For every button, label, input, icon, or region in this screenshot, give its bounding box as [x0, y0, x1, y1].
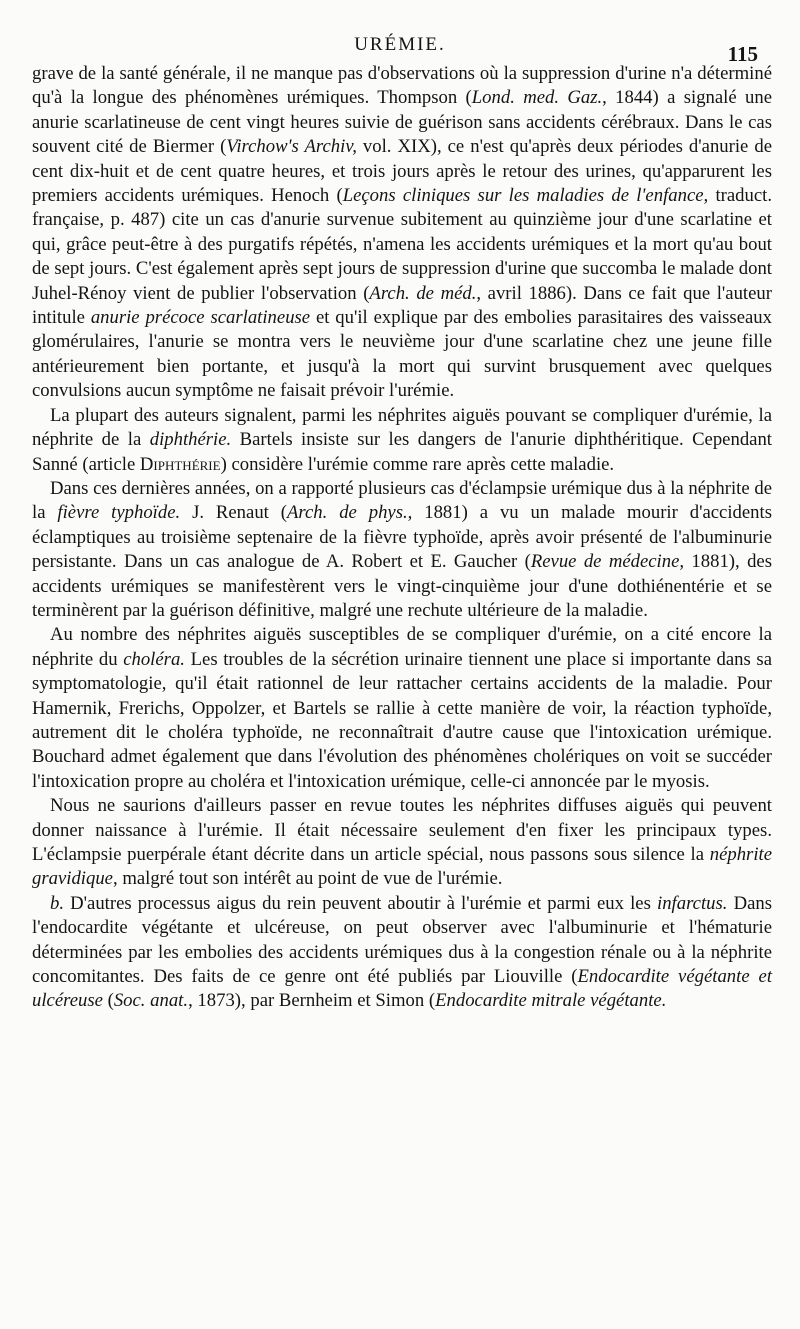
italic-text: Endocardite végétante et ulcéreuse	[32, 966, 773, 1012]
italic-text: Lond. med. Gaz.	[471, 87, 603, 109]
paragraph-p4	[32, 623, 772, 794]
text-run: , malgré tout son intérêt au point de vue de l'urémie.	[112, 868, 503, 890]
italic-text: Soc. anat.	[113, 990, 189, 1012]
italic-text: infarctus.	[657, 892, 728, 914]
italic-text: anurie précoce scarlatineuse	[90, 307, 311, 329]
paragraph-p3	[32, 477, 772, 623]
text-run: , 1881) a vu un malade mourir d'accidents éclamptiques au troisième septenaire de la fièvre typhoïde, après avoir présenté de l'albuminurie persistante. Dans un cas analogue de A. Robert et E. Gaucher (	[32, 502, 772, 573]
text-run: , 1873), par Bernheim et Simon (	[188, 990, 436, 1012]
text-run: grave de la santé générale, il ne manque pas d'observations où la suppression d'urine n'a déterminé qu'à la longue des phénomènes urémiques. Thompson (	[32, 63, 772, 109]
text-run: La plupart des auteurs signalent, parmi les néphrites aiguës pouvant se compliquer d'urémie, la néphrite de la	[32, 404, 772, 451]
text-run: J. Renaut (	[180, 502, 287, 524]
paragraph-p1	[32, 62, 772, 404]
text-run: vol. XIX), ce n'est qu'après deux périodes d'anurie de cent dix-huit et de cent quatre heures, et trois jours après le retour des urines, qu'apparurent les premiers accidents urémiques. Henoch (	[32, 136, 773, 207]
italic-text: choléra.	[123, 648, 185, 670]
paragraph-p6	[32, 892, 772, 1014]
text-run: Au nombre des néphrites aiguës susceptibles de se compliquer d'urémie, on a cité encore la néphrite du	[32, 624, 772, 670]
text-run: traduct. française, p. 487) cite un cas d'anurie survenue subitement au quinzième jour d'une scarlatine et qui, grâce peut-être à des purgatifs répétés, n'amena les accidents urémiques et la mort qu'au bout de sept jours. C'est également après sept jours de suppression d'urine que succomba le malade dont Juhel-Rénoy vient de publier l'observation (	[32, 185, 773, 304]
text-run: Les troubles de la sécrétion urinaire tiennent une place si importante dans sa symptomatologie, qu'il était rationnel de leur rattacher certains accidents de la maladie. Pour Hamernik, Frerichs, Oppolzer, et Bartels se rallie à cette manière de voir, la réaction typhoïde, autrement dit le choléra typhoïde, ne reconnaîtrait d'autre cause que l'intoxication urémique. Bouchard admet également que dans l'évolution des phénomènes cholériques on voit se succéder l'intoxication propre au choléra et l'intoxication urémique, celle-ci annoncée par le myosis.	[32, 648, 772, 792]
running-title: URÉMIE.	[354, 34, 446, 55]
text-run: 1881), des accidents urémiques se manifestèrent vers le vingt-cinquième jour d'une dothiénentérie et se terminèrent par la guérison définitive, malgré une rechute ultérieure de la maladie.	[32, 551, 772, 621]
italic-text: néphrite gravidique	[32, 844, 772, 890]
text-run: Bartels insiste sur les dangers de l'anurie diphthéritique. Cependant Sanné (article	[32, 429, 772, 475]
text-run: et qu'il explique par des embolies parasitaires des vaisseaux glomérulaires, l'anurie se montra vers le neuvième jour d'une scarlatine chez une jeune fille antérieurement bien portante, et jusqu'à la mort qui survint brusquement avec quelques convulsions aucun symptôme ne faisait prévoir l'urémie.	[32, 307, 772, 402]
italic-text: Endocardite mitrale végétante.	[435, 990, 667, 1012]
text-run: Dans ces dernières années, on a rapporté plusieurs cas d'éclampsie urémique dus à la néphrite de la	[32, 477, 772, 524]
italic-text: Arch. de phys.	[286, 502, 408, 524]
page-header	[0, 30, 800, 66]
italic-text: Arch. de méd.	[369, 282, 477, 304]
small-caps-text: Diphthérie	[139, 453, 221, 475]
paragraph-p5	[32, 794, 772, 892]
text-run: , 1844) a signalé une anurie scarlatineuse de cent vingt heures suivie de guérison sans accidents cérébraux. Dans le cas souvent cité de Biermer (	[32, 87, 772, 158]
body-text	[32, 62, 772, 1014]
text-run: D'autres processus aigus du rein peuvent aboutir à l'urémie et parmi eux les	[64, 892, 657, 914]
italic-text: Leçons cliniques sur les maladies de l'enfance,	[342, 185, 709, 207]
italic-text: Revue de médecine,	[530, 551, 685, 573]
paragraph-p2	[32, 404, 772, 477]
italic-text: fièvre typhoïde.	[57, 502, 181, 524]
italic-text: diphthérie.	[149, 429, 232, 451]
italic-text: b.	[50, 892, 65, 914]
text-run: ) considère l'urémie comme rare après cette maladie.	[220, 453, 615, 475]
text-run: Nous ne saurions d'ailleurs passer en revue toutes les néphrites diffuses aiguës qui peuvent donner naissance à l'urémie. Il était nécessaire seulement d'en fixer les principaux types. L'éclampsie puerpérale étant décrite dans un article spécial, nous passons sous silence la	[32, 795, 772, 865]
text-run: Dans l'endocardite végétante et ulcéreuse, on peut observer avec l'albuminurie et l'hématurie déterminées par les embolies des accidents urémiques dus à la congestion rénale ou à la néphrite concomitantes. Des faits de ce genre ont été publiés par Liouville (	[32, 892, 772, 988]
italic-text: Virchow's Archiv,	[226, 136, 357, 158]
text-run: , avril 1886). Dans ce fait que l'auteur intitule	[32, 282, 772, 329]
page-number: 115	[727, 42, 758, 66]
text-run: (	[102, 990, 114, 1012]
